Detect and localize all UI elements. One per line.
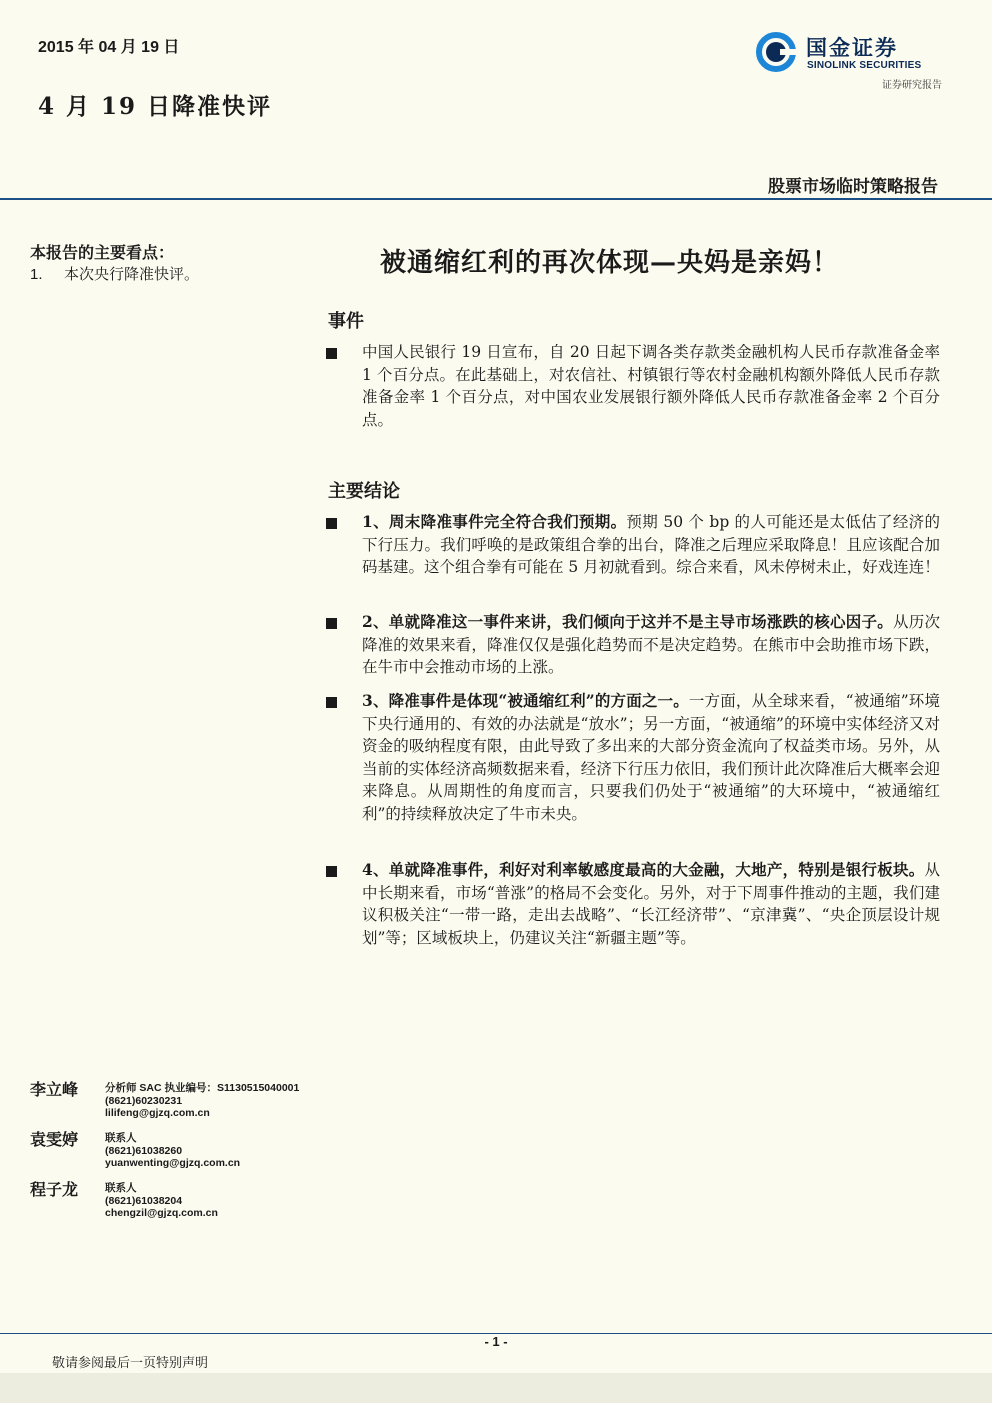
logo-name-cn: 国金证券: [806, 37, 898, 60]
author-name: 袁雯婷: [30, 1130, 79, 1149]
author-name: 程子龙: [30, 1180, 79, 1199]
author-contact: [105, 1082, 299, 1120]
footer-disclaimer: 敬请参阅最后一页特别声明: [52, 1356, 209, 1371]
author-entry: [30, 1127, 330, 1177]
conclusion-text: [362, 611, 940, 679]
author-title: 联系人: [105, 1132, 137, 1144]
conclusion-lead: 3、降准事件是体现“被通缩红利”的方面之一。: [362, 691, 689, 710]
conclusion-text: [362, 511, 940, 579]
sidebar-point: [30, 263, 199, 284]
event-text: 中国人民银行 19 日宣布，自 20 日起下调各类存款类金融机构人民币存款准备金率 1 个百分点。在此基础上，对农信社、村镇银行等农村金融机构额外降低人民币存款准备金率 1 个百分点，对中国农业发展银行额外降低人民币存款准备金率 2 个百分点。: [362, 343, 940, 429]
author-email: lilifeng@gjzq.com.cn: [105, 1107, 210, 1120]
author-entry: [30, 1177, 330, 1227]
document-title: 4 月 19 日降准快评: [38, 93, 273, 120]
bullet-square-icon: [326, 518, 337, 529]
conclusion-lead: 2、单就降准这一事件来讲，我们倾向于这并不是主导市场涨跌的核心因子。: [362, 612, 893, 631]
author-title: 联系人: [105, 1182, 137, 1194]
conclusion-body: 一方面，从全球来看，“被通缩”环境下央行通用的、有效的办法就是“放水”；另一方面，“被通缩”的环境中实体经济又对资金的吸纳程度有限，由此导致了多出来的大部分资金流向了权益类市场。另外，从当前的实体经济高频数据来看，经济下行压力依旧，我们预计此次降准后大概率会迎来降息。从周期性的角度而言，只要我们仍处于“被通缩”的大环境中，“被通缩红利”的持续释放决定了牛市未央。: [362, 692, 940, 823]
sinolink-logo-icon: [756, 32, 796, 72]
bullet-square-icon: [326, 618, 337, 629]
conclusion-text: [362, 690, 940, 826]
bullet-square-icon: [326, 697, 337, 708]
sidebar-point-number: 1.: [30, 266, 43, 283]
author-title: 分析师 SAC 执业编号：S1130515040001: [105, 1082, 300, 1094]
sidebar-heading: 本报告的主要看点：: [30, 243, 175, 262]
conclusions-heading: 主要结论: [328, 481, 400, 502]
author-phone: (8621)60230231: [105, 1094, 183, 1107]
company-logo: [756, 30, 946, 92]
page-number: - 1 -: [484, 1334, 508, 1349]
main-title: 被通缩红利的再次体现—央妈是亲妈！: [380, 248, 840, 278]
report-type: 股票市场临时策略报告: [768, 177, 938, 197]
conclusion-body: 从中长期来看，市场“普涨”的格局不会变化。另外，对于下周事件推动的主题，我们建议积极关注“一带一路，走出去战略”、“长江经济带”、“京津冀”、“央企顶层设计规划”等；区域板块上，仍建议关注“新疆主题”等。: [362, 861, 940, 947]
report-date: 2015 年 04 月 19 日: [38, 39, 180, 56]
author-list: [30, 1077, 330, 1227]
logo-subtitle: 证券研究报告: [882, 80, 942, 91]
header-divider: [0, 198, 992, 200]
event-heading: 事件: [328, 311, 364, 332]
author-email: chengzil@gjzq.com.cn: [105, 1207, 218, 1220]
conclusion-body: 从历次降准的效果来看，降准仅仅是强化趋势而不是决定趋势。在熊市中会助推市场下跌，在牛市中会推动市场的上涨。: [362, 613, 940, 677]
sidebar-point-text: 本次央行降准快评。: [64, 265, 200, 283]
bullet-square-icon: [326, 348, 337, 359]
conclusion-lead: 4、单就降准事件，利好对利率敏感度最高的大金融，大地产，特别是银行板块。: [362, 860, 925, 879]
author-entry: [30, 1077, 330, 1127]
conclusion-lead: 1、周末降准事件完全符合我们预期。: [362, 512, 627, 531]
author-phone: (8621)61038204: [105, 1194, 183, 1207]
footer-band: [0, 1373, 992, 1403]
author-email: yuanwenting@gjzq.com.cn: [105, 1157, 241, 1170]
author-contact: [105, 1132, 240, 1170]
bullet-square-icon: [326, 866, 337, 877]
author-name: 李立峰: [30, 1080, 79, 1099]
author-phone: (8621)61038260: [105, 1144, 183, 1157]
conclusion-body: 预期 50 个 bp 的人可能还是太低估了经济的下行压力。我们呼唤的是政策组合拳的出台，降准之后理应采取降息！且应该配合加码基建。这个组合拳有可能在 5 月初就看到。综合来看，风未停树未止，好戏连连！: [362, 513, 940, 577]
author-contact: [105, 1182, 218, 1220]
conclusion-text: [362, 859, 940, 949]
logo-name-en: SINOLINK SECURITIES: [807, 60, 922, 71]
